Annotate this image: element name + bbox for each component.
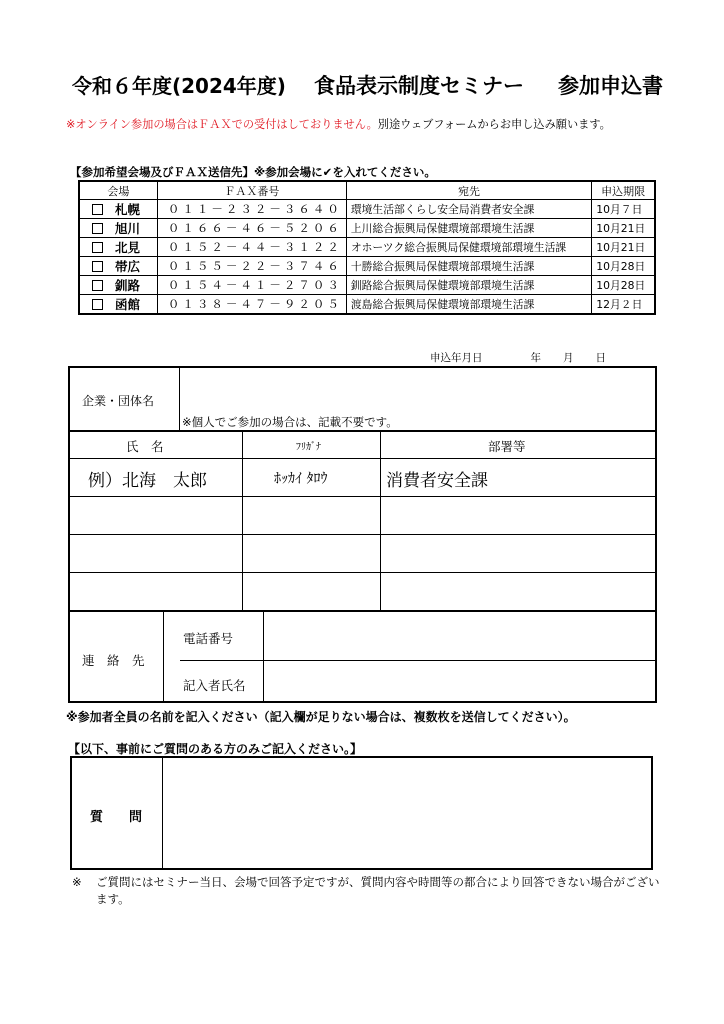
table-row [79, 200, 655, 219]
venue-name: 帯広 [115, 259, 141, 274]
divider [263, 612, 264, 701]
fax-number: ０１５５－２２－３７４６ [157, 257, 346, 276]
venue-section-heading [70, 164, 436, 180]
venue-name: 札幌 [115, 202, 141, 217]
page-title [72, 70, 672, 100]
participant-name-field[interactable] [72, 498, 240, 532]
participant-kana-field[interactable] [244, 536, 378, 570]
participant-kana-field[interactable] [244, 574, 378, 608]
destination: 十勝総合振興局保健環境部環境生活課 [346, 257, 591, 276]
venue-heading-text: 【参加希望会場及びＦＡＸ送信先】 [70, 165, 254, 179]
venue-name: 北見 [115, 240, 141, 255]
destination: 上川総合振興局保健環境部環境生活課 [346, 219, 591, 238]
org-label: 企業・団体名 [82, 394, 155, 408]
table-row [79, 276, 655, 295]
participant-dept-field[interactable] [382, 574, 652, 608]
participant-name-field[interactable] [72, 536, 240, 570]
divider [163, 612, 164, 701]
footnote-text: ご質問にはセミナー当日、会場で回答予定ですが、質問内容や時間等の都合により回答できない場合がございます。 [96, 875, 660, 906]
example-dept: 消費者安全課 [386, 471, 488, 491]
divider [70, 610, 655, 612]
example-name: 例）北海 太郎 [88, 471, 207, 491]
example-kana: ﾎｯｶｲ ﾀﾛｳ [274, 471, 328, 487]
venue-checkbox[interactable] [92, 261, 103, 272]
venue-instruction: ※参加会場に✔を入れてください。 [254, 165, 436, 179]
apply-date [430, 350, 606, 365]
venue-name: 函館 [115, 297, 141, 312]
header-destination: 宛先 [346, 181, 591, 200]
apply-day-field[interactable]: 日 [595, 352, 606, 364]
venue-cell[interactable] [79, 295, 157, 315]
header-venue: 会場 [79, 181, 157, 200]
question-field[interactable] [166, 760, 649, 866]
venue-cell[interactable] [79, 238, 157, 257]
deadline: 10月28日 [592, 257, 655, 276]
divider [380, 432, 381, 610]
fax-number: ０１５４－４１－２７０３ [157, 276, 346, 295]
venue-table-header [79, 181, 655, 200]
venue-checkbox[interactable] [92, 299, 103, 310]
divider [70, 430, 655, 432]
venue-name: 旭川 [115, 221, 141, 236]
title-seminar: 食品表示制度セミナー [313, 74, 524, 98]
divider [70, 534, 655, 535]
divider [179, 368, 180, 430]
fax-number: ０１６６－４６－５２０６ [157, 219, 346, 238]
title-fiscal-year: 令和６年度(2024年度) [72, 74, 286, 98]
venue-cell[interactable] [79, 200, 157, 219]
deadline: 10月28日 [592, 276, 655, 295]
online-notice [66, 116, 611, 132]
table-row [79, 257, 655, 276]
table-row [79, 219, 655, 238]
footnote-mark: ※ [72, 875, 82, 889]
deadline: 10月21日 [592, 238, 655, 257]
deadline: 12月２日 [592, 295, 655, 315]
table-row [79, 238, 655, 257]
venue-table [78, 180, 656, 315]
header-fax: ＦＡＸ番号 [157, 181, 346, 200]
phone-field[interactable] [266, 614, 652, 658]
contact-label: 連 絡 先 [82, 653, 145, 668]
divider [162, 758, 163, 868]
venue-cell[interactable] [79, 257, 157, 276]
fax-number: ０１５２－４４－３１２２ [157, 238, 346, 257]
apply-year-field[interactable]: 年 [530, 352, 541, 364]
venue-checkbox[interactable] [92, 280, 103, 291]
participant-dept-field[interactable] [382, 536, 652, 570]
apply-month-field[interactable]: 月 [563, 352, 574, 364]
destination: オホーツク総合振興局保健環境部環境生活課 [346, 238, 591, 257]
divider [70, 496, 655, 497]
writer-label: 記入者氏名 [183, 678, 246, 693]
divider [70, 572, 655, 573]
writer-name-field[interactable] [266, 663, 652, 699]
participant-kana-field[interactable] [244, 498, 378, 532]
question-label: 質 問 [90, 810, 143, 825]
destination: 渡島総合振興局保健環境部環境生活課 [346, 295, 591, 315]
col-name-header: 氏 名 [126, 439, 164, 454]
deadline: 10月７日 [592, 200, 655, 219]
question-box [70, 756, 653, 870]
fax-number: ０１３８－４７－９２０５ [157, 295, 346, 315]
question-section-heading: 【以下、事前にご質問のある方のみご記入ください。】 [68, 742, 363, 756]
participant-name-field[interactable] [72, 574, 240, 608]
notice-black: 別途ウェブフォームからお申し込み願います。 [377, 118, 611, 131]
venue-cell[interactable] [79, 276, 157, 295]
destination: 環境生活部くらし安全局消費者安全課 [346, 200, 591, 219]
destination: 釧路総合振興局保健環境部環境生活課 [346, 276, 591, 295]
phone-label: 電話番号 [183, 631, 234, 646]
participant-dept-field[interactable] [382, 498, 652, 532]
col-kana-header: ﾌﾘｶﾞﾅ [296, 442, 321, 453]
apply-date-label: 申込年月日 [430, 352, 483, 364]
org-note: ※個人でご参加の場合は、記載不要です。 [182, 415, 398, 429]
venue-checkbox[interactable] [92, 204, 103, 215]
title-form: 参加申込書 [557, 74, 663, 98]
deadline: 10月21日 [592, 219, 655, 238]
header-deadline: 申込期限 [592, 181, 655, 200]
divider [242, 432, 243, 610]
col-dept-header: 部署等 [488, 439, 526, 454]
venue-checkbox[interactable] [92, 223, 103, 234]
participants-note: ※参加者全員の名前を記入ください（記入欄が足りない場合は、複数枚を送信してください）。 [66, 710, 576, 724]
notice-red: ※オンライン参加の場合はＦＡＸでの受付はしておりません。 [66, 118, 378, 131]
venue-cell[interactable] [79, 219, 157, 238]
venue-checkbox[interactable] [92, 242, 103, 253]
org-name-field[interactable] [182, 370, 652, 410]
venue-name: 釧路 [115, 278, 141, 293]
divider [70, 458, 655, 459]
application-form [68, 366, 657, 703]
question-footnote [72, 874, 662, 908]
table-row [79, 295, 655, 315]
fax-number: ０１１－２３２－３６４０ [157, 200, 346, 219]
divider [180, 660, 655, 661]
